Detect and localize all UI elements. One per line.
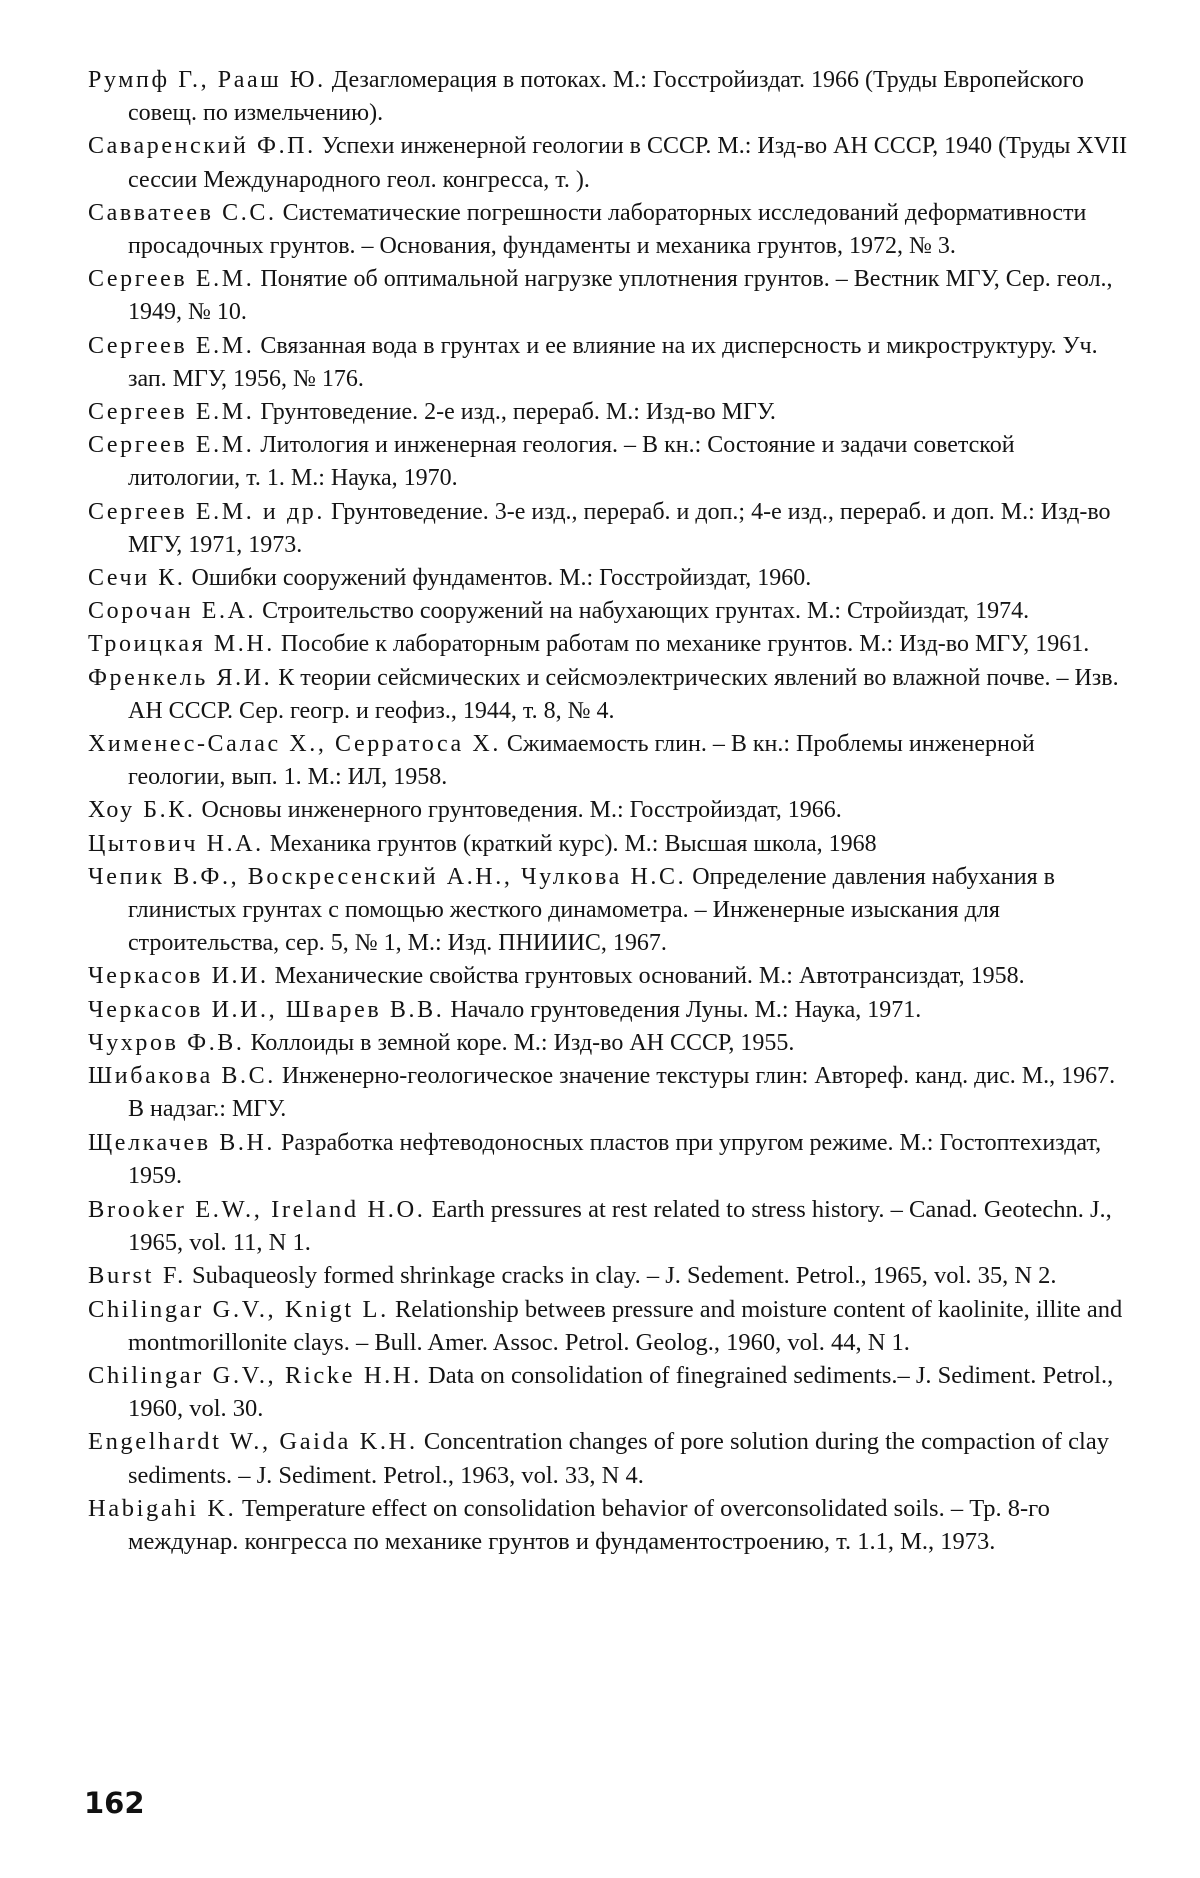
entry-text: Механика грунтов (краткий курс). М.: Высшая школа, 1968 [263, 830, 877, 857]
entry-authors: Френкель Я.И. [88, 664, 273, 691]
entry-text: Concentration changes of pore solution during the compaction of clay sediments. – J. Sediment. Petrol., 1963, vol. 33, N 4. [128, 1428, 1109, 1489]
bibliography-entry [88, 429, 1128, 495]
entry-authors: Чепик В.Ф., Воскресенский А.Н., Чулкова Н.С. [88, 863, 687, 890]
entry-authors: Сергеев Е.М. [88, 399, 255, 426]
entry-text: Relationship betweeв pressure and moisture content of kaolinite, illite and montmorillonite clays. – Bull. Amer. Assoc. Petrol. Geolog., 1960, vol. 44, N 1. [128, 1295, 1123, 1356]
bibliography-entry [88, 1193, 1128, 1259]
bibliography-entry [88, 1293, 1128, 1359]
bibliography-entry [88, 130, 1128, 196]
entry-text: Понятие об оптимальной нагрузке уплотнения грунтов. – Вестник МГУ, Сер. геол., 1949, № 10. [128, 266, 1113, 326]
entry-authors: Сечи К. [88, 565, 186, 592]
bibliography-entry [88, 197, 1128, 263]
bibliography-entry [88, 263, 1128, 329]
bibliography-entry [88, 828, 1128, 861]
bibliography-list [88, 64, 1128, 1558]
entry-text: Temperature effect on consolidation behavior of overconsolidated soils. – Тр. 8-го междунар. конгресса по механике грунтов и фундаментостроению, т. 1.1, М., 1973. [128, 1494, 1050, 1555]
entry-text: Определение давления набухания в глинистых грунтах с помощью жесткого динамометра. – Инженерные изыскания для строительства, сер. 5, № 1, М.: Изд. ПНИИИС, 1967. [128, 863, 1055, 957]
bibliography-entry [88, 662, 1128, 728]
entry-text: Subaqueosly formed shrinkage cracks in clay. – J. Sedement. Petrol., 1965, vol. 35, N 2. [185, 1262, 1057, 1290]
entry-text: Грунтоведение. 3-е изд., перераб. и доп.; 4-е изд., перераб. и доп. М.: Изд-во МГУ, 1971, 1973. [128, 498, 1111, 558]
entry-text: Строительство сооружений на набухающих грунтах. М.: Стройиздат, 1974. [256, 598, 1030, 625]
bibliography-entry [88, 628, 1128, 661]
entry-authors: Brooker E.W., Ireland H.O. [88, 1195, 426, 1223]
entry-text: Систематические погрешности лабораторных исследований деформативности просадочных грунтов. – Основания, фундаменты и механика грунтов, 1972, № 3. [128, 199, 1087, 260]
bibliography-entry [88, 64, 1128, 130]
entry-authors: Саваренский Ф.П. [88, 133, 316, 160]
entry-authors: Сергеев Е.М. [88, 432, 255, 459]
entry-text: Пособие к лабораторным работам по механике грунтов. М.: Изд-во МГУ, 1961. [274, 631, 1090, 658]
entry-authors: Чухров Ф.В. [88, 1029, 245, 1056]
entry-authors: Щелкачев В.Н. [88, 1129, 276, 1156]
entry-text: К теории сейсмических и сейсмоэлектрических явлений во влажной почве. – Изв. АН СССР. Сер. геогр. и геофиз., 1944, т. 8, № 4. [128, 664, 1119, 724]
entry-text: Дезагломерация в потоках. М.: Госстройиздат. 1966 (Труды Европейского совещ. по измельчению). [128, 67, 1084, 127]
bibliography-entry [88, 1425, 1128, 1491]
entry-authors: Шибакова В.С. [88, 1063, 276, 1090]
bibliography-entry [88, 1060, 1128, 1126]
entry-authors: Habigahi K. [88, 1494, 237, 1522]
bibliography-entry [88, 1127, 1128, 1193]
entry-authors: Engelhardt W., Gaida K.H. [88, 1428, 418, 1456]
entry-text: Механические свойства грунтовых оснований. М.: Автотрансиздат, 1958. [268, 963, 1025, 990]
entry-text: Начало грунтоведения Луны. М.: Наука, 1971. [444, 996, 922, 1023]
bibliography-entry [88, 960, 1128, 993]
bibliography-entry [88, 994, 1128, 1027]
bibliography-entry [88, 1492, 1128, 1558]
page-number: 162 [84, 1786, 145, 1820]
bibliography-entry [88, 562, 1128, 595]
entry-authors: Burst F. [88, 1262, 186, 1290]
entry-text: Коллоиды в земной коре. М.: Изд-во АН СССР, 1955. [244, 1029, 795, 1056]
entry-text: Сжимаемость глин. – В кн.: Проблемы инженерной геологии, вып. 1. М.: ИЛ, 1958. [128, 731, 1035, 791]
entry-authors: Chilingar G.V., Ricke H.H. [88, 1361, 422, 1389]
entry-authors: Хоу Б.К. [88, 797, 196, 824]
entry-authors: Хименес-Салас Х., Серратоса Х. [88, 731, 501, 758]
entry-text: Основы инженерного грунтоведения. М.: Госстройиздат, 1966. [195, 797, 842, 824]
bibliography-entry [88, 496, 1128, 562]
entry-text: Литология и инженерная геология. – В кн.: Состояние и задачи советской литологии, т. 1. М.: Наука, 1970. [128, 432, 1015, 492]
entry-authors: Сорочан Е.А. [88, 598, 257, 625]
entry-text: Успехи инженерной геологии в СССР. М.: Изд-во АН СССР, 1940 (Труды XVII сессии Международного геол. конгресса, т. ). [128, 133, 1128, 193]
entry-text: Связанная вода в грунтах и ее влияние на их дисперсность и микроструктуру. Уч. зап. МГУ, 1956, № 176. [128, 332, 1098, 392]
entry-authors: Сергеев Е.М. и др. [88, 498, 325, 525]
entry-authors: Черкасов И.И., Шварев В.В. [88, 996, 445, 1023]
bibliography-entry [88, 1359, 1128, 1425]
entry-authors: Chilingar G.V., Knigt L. [88, 1295, 389, 1323]
bibliography-entry [88, 861, 1128, 961]
entry-authors: Черкасов И.И. [88, 963, 269, 990]
entry-authors: Румпф Г., Рааш Ю. [88, 67, 326, 93]
entry-authors: Сергеев Е.М. [88, 332, 255, 359]
entry-text: Инженерно-геологическое значение текстуры глин: Автореф. канд. дис. М., 1967. В надзаг.: МГУ. [128, 1063, 1116, 1123]
bibliography-entry [88, 1259, 1128, 1292]
entry-text: Data on consolidation of finegrained sediments.– J. Sediment. Petrol., 1960, vol. 30. [128, 1361, 1114, 1423]
bibliography-entry [88, 1027, 1128, 1060]
entry-authors: Савватеев С.С. [88, 199, 277, 226]
bibliography-entry [88, 728, 1128, 794]
entry-text: Грунтоведение. 2-е изд., перераб. М.: Изд-во МГУ. [254, 399, 776, 426]
entry-authors: Сергеев Е.М. [88, 266, 255, 293]
bibliography-entry [88, 595, 1128, 628]
entry-text: Разработка нефтеводоносных пластов при упругом режиме. М.: Гостоптехиздат, 1959. [128, 1129, 1102, 1189]
bibliography-entry [88, 794, 1128, 827]
entry-text: Earth pressures at rest related to stress history. – Canad. Geotechn. J., 1965, vol. 11, N 1. [128, 1195, 1112, 1257]
entry-authors: Троицкая М.Н. [88, 631, 275, 658]
entry-text: Ошибки сооружений фундаментов. М.: Госстройиздат, 1960. [185, 565, 812, 592]
bibliography-entry [88, 330, 1128, 396]
entry-authors: Цытович Н.А. [88, 830, 264, 857]
bibliography-entry [88, 396, 1128, 429]
